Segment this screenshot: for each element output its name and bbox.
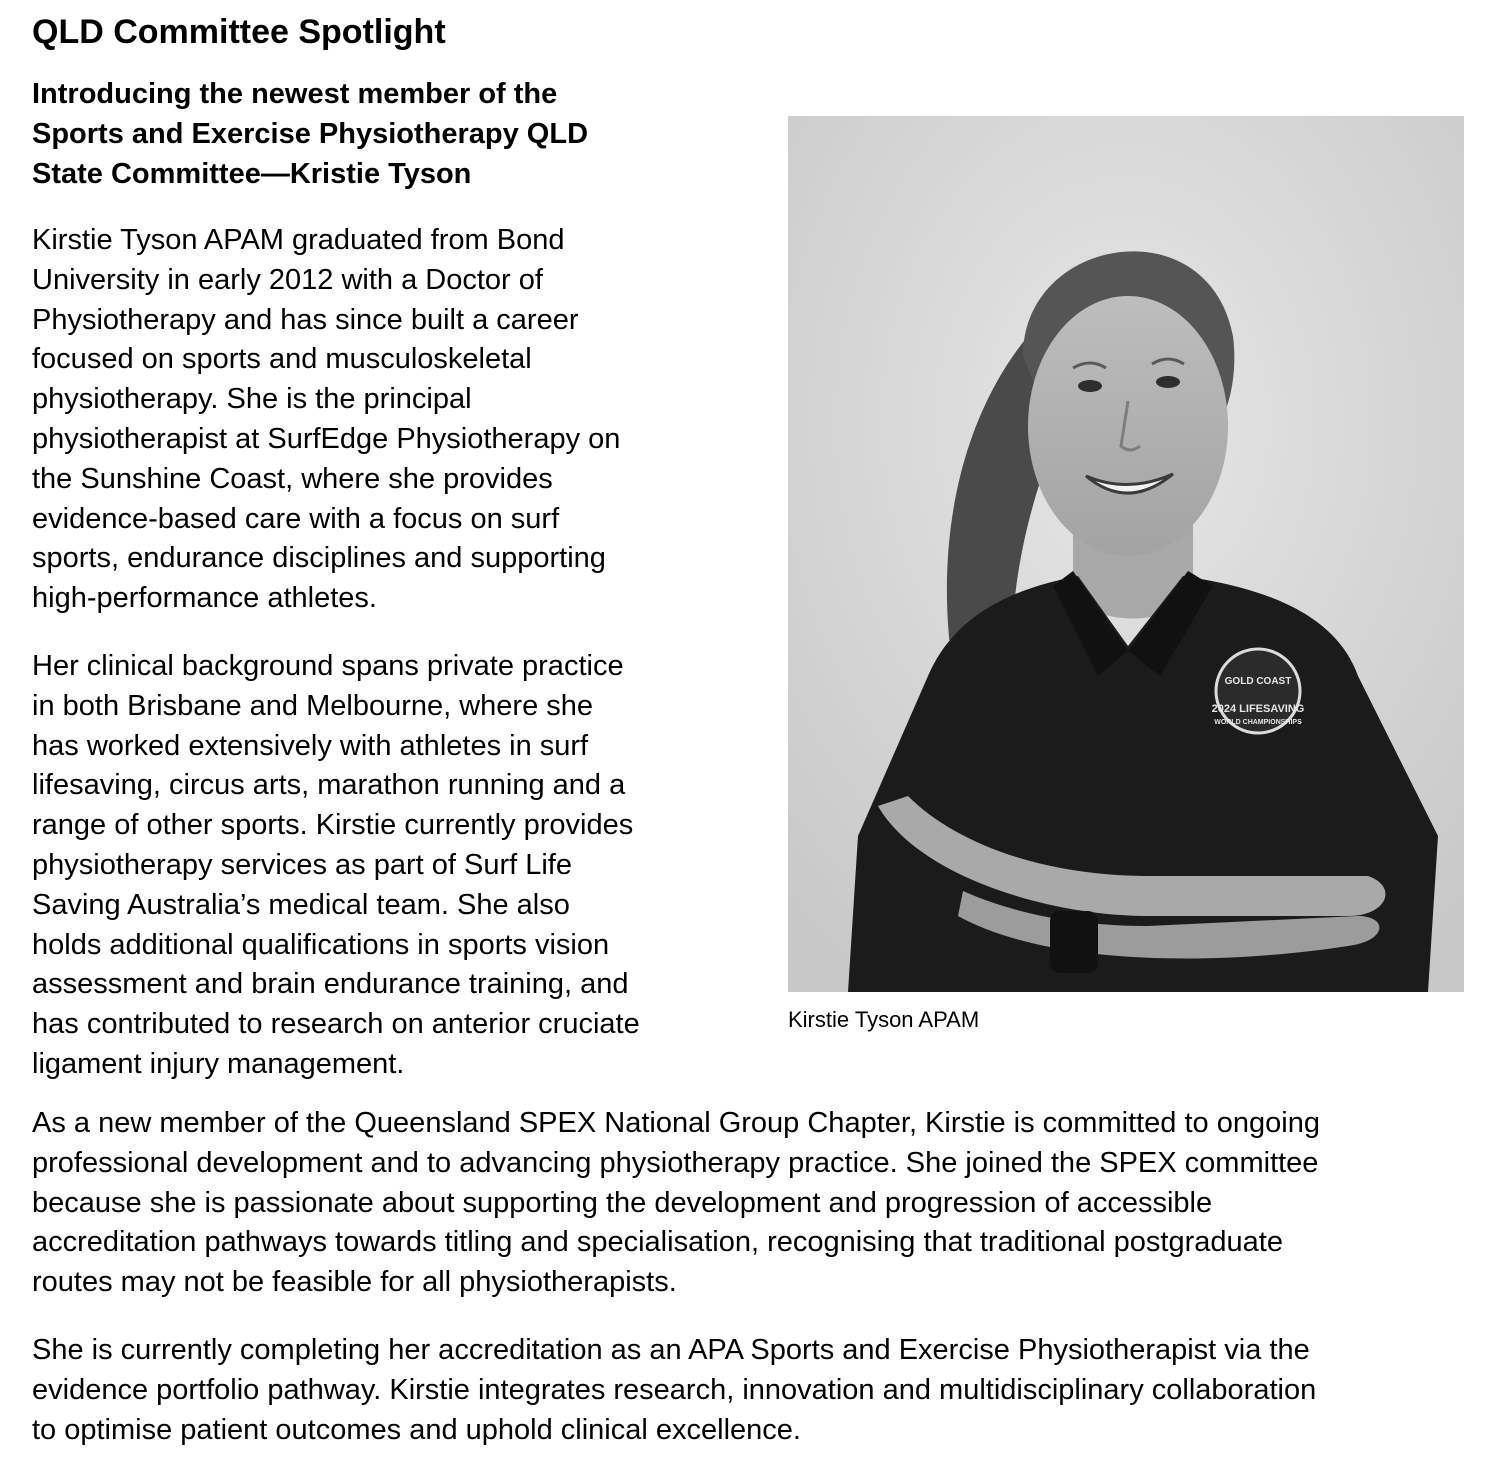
- text-line: the Sunshine Coast, where she provides: [32, 462, 553, 495]
- portrait-figure: [788, 116, 1464, 1033]
- text-line: routes may not be feasible for all physiotherapists.: [32, 1266, 677, 1299]
- text-line: Physiotherapy and has since built a career: [32, 303, 579, 336]
- text-line: has worked extensively with athletes in surf: [32, 729, 589, 762]
- text-line: focused on sports and musculoskeletal: [32, 343, 532, 376]
- text-line: physiotherapist at SurfEdge Physiotherapy on: [32, 422, 621, 455]
- text-line: range of other sports. Kirstie currently provides: [32, 809, 634, 842]
- text-line: evidence-based care with a focus on surf: [32, 502, 560, 535]
- paragraph-clinical-background: [32, 647, 640, 1085]
- page-title: QLD Committee Spotlight: [32, 13, 446, 51]
- logo-text: 2024 LIFESAVING: [1211, 703, 1305, 715]
- text-line: lifesaving, circus arts, marathon running and a: [32, 769, 626, 802]
- paragraph-education: [32, 221, 620, 619]
- paragraph-committee: [32, 1104, 1320, 1303]
- text-line: assessment and brain endurance training, and: [32, 968, 629, 1001]
- text-line: University in early 2012 with a Doctor of: [32, 263, 543, 296]
- subtitle-line: State Committee—Kristie Tyson: [32, 158, 472, 190]
- text-line: evidence portfolio pathway. Kirstie integrates research, innovation and multidisciplinary collaboration: [32, 1373, 1317, 1406]
- text-line: professional development and to advancing physiotherapy practice. She joined the SPEX committee: [32, 1146, 1319, 1179]
- subtitle-line: Introducing the newest member of the: [32, 78, 558, 110]
- subtitle-line: Sports and Exercise Physiotherapy QLD: [32, 118, 589, 150]
- text-line: She is currently completing her accreditation as an APA Sports and Exercise Physiotherapist via the: [32, 1334, 1310, 1366]
- article-subtitle: [32, 74, 712, 194]
- logo-text: GOLD COAST: [1224, 676, 1292, 687]
- text-line: Her clinical background spans private practice: [32, 650, 624, 682]
- text-line: to optimise patient outcomes and uphold clinical excellence.: [32, 1413, 801, 1446]
- text-line: because she is passionate about supporting the development and progression of accessible: [32, 1186, 1213, 1219]
- text-line: holds additional qualifications in sports vision: [32, 928, 610, 961]
- text-line: As a new member of the Queensland SPEX National Group Chapter, Kirstie is committed to ongoing: [32, 1107, 1320, 1139]
- photo-caption: Kirstie Tyson APAM: [788, 1007, 980, 1032]
- text-line: high-performance athletes.: [32, 582, 377, 615]
- text-line: has contributed to research on anterior cruciate: [32, 1008, 640, 1041]
- paragraph-accreditation: [32, 1331, 1316, 1450]
- text-line: physiotherapy. She is the principal: [32, 383, 472, 416]
- text-line: in both Brisbane and Melbourne, where she: [32, 689, 594, 722]
- text-line: Kirstie Tyson APAM graduated from Bond: [32, 224, 565, 256]
- portrait-photo: [788, 116, 1464, 992]
- text-line: accreditation pathways towards titling and specialisation, recognising that traditional postgraduate: [32, 1226, 1283, 1259]
- text-line: physiotherapy services as part of Surf Life: [32, 848, 572, 881]
- text-line: ligament injury management.: [32, 1047, 405, 1080]
- text-line: Saving Australia’s medical team. She also: [32, 888, 570, 921]
- text-line: sports, endurance disciplines and supporting: [32, 542, 606, 575]
- logo-text: WORLD CHAMPIONSHIPS: [1214, 719, 1302, 726]
